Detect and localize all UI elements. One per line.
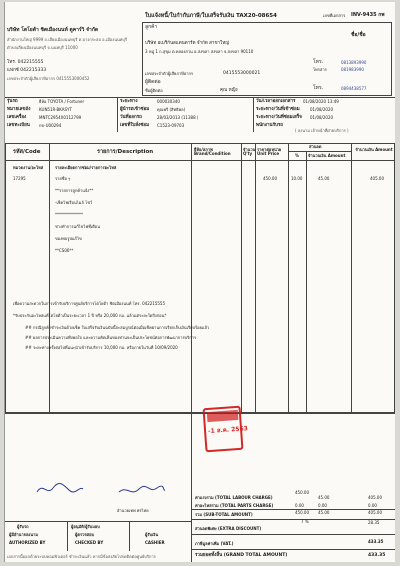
mileage-value: 000030340 [157, 99, 180, 104]
sig-name: อำนวยเทพ ศรไทย [117, 508, 149, 513]
out-date-label: ระยะทาง/วันที่เข้าซ่อม [256, 107, 300, 112]
engine-label: เลขเครื่อง [7, 115, 27, 120]
customer-tax-label: เลขประจำตัวผู้เสียภาษีอากร [145, 71, 194, 76]
customer-fax-label: โทรสาร [313, 67, 327, 72]
col-code: รหัส/Code [13, 149, 41, 155]
row-code: หมวดงาน/อะไหล่ [13, 165, 44, 170]
divider [191, 549, 395, 550]
vat-total-value: 433.35 [368, 539, 384, 544]
divider [191, 509, 395, 510]
divider [351, 143, 352, 413]
divider [5, 97, 395, 98]
col-discount-head: ส่วนลด [309, 144, 322, 149]
date-value: 28/03/2013 (11388 ) [157, 115, 199, 120]
customer-address: 3 หมู่ 1 ถ.สุขุม ต.คลองสวน อ.สงขลา สงขลา จ.สงขลา 90110 [145, 49, 254, 54]
row-amount: 405.00 [370, 176, 384, 181]
divider [191, 143, 192, 413]
staff-value: ( ลงนาม เจ้าหน้าที่ฝ่ายบริการ ) [295, 128, 349, 133]
customer-tax-value: 0415553000021 [223, 71, 261, 76]
note-line-4: ## ผลการประเมินความพึงพอใจ และความคิดเห็นของท่านจะเป็นประโยชน์ต่อการพัฒนาการบริการ [25, 335, 197, 340]
row-desc: -เช็คไฟเรือนไมล์ โชว์ [55, 200, 93, 205]
grand-label: รวมยอดทั้งสิ้น (GRAND TOTAL AMOUNT) [195, 553, 288, 558]
customer-tel-value: 0813893990 [341, 60, 367, 65]
divider [117, 97, 118, 132]
row-desc: ของพบรูปแก้ไข [55, 236, 82, 241]
vat-label: ภาษีมูลค่าเพิ่ม (VAT.) [195, 541, 234, 546]
note-line-3: ## กรณีลูกค้าชำระเงินด้วยเช็ค ใบเสร็จรับเงินฉบับนี้จะสมบูรณ์ต่อเมื่อเช็คผ่านการเรียกเก็บเงินเรียบร้อยแล้ว [25, 325, 210, 330]
labor-gross: 450.00 [295, 490, 309, 495]
divider [5, 160, 395, 161]
row-desc: **CS06** [55, 248, 74, 253]
customer-contact-value: คุณ หญิง [220, 88, 238, 93]
engine-value: MNTC2954X0112799 [39, 115, 82, 120]
note-line-5: ## ระยะทางครั้งต่อไปที่แนะนำเข้ารับบริการ 10,000 กม. หรือภายในวันที่ 10/09/2020 [25, 345, 178, 350]
col-qty: จำนวน Q'ty [243, 147, 256, 156]
car-label: เลขที่ใบสั่งซ่อม [120, 123, 150, 128]
company-tel: โทร. 042215555 [7, 60, 44, 65]
note-line-1: เพื่อความสะดวกในการเข้ารับบริการศูนย์บริการโตโยต้า ชิตเมืองนนท์ โทร. 042215555 [13, 301, 166, 306]
divider [253, 97, 254, 132]
divider [5, 413, 395, 414]
date-label: วันที่ออกรถ [120, 115, 142, 120]
checker-sub: CHECKED BY [75, 540, 104, 545]
divider [288, 143, 289, 413]
stamp-date: -1 ส.ค. 2563 [207, 425, 249, 436]
subtotal-gross: 450.00 [295, 510, 309, 515]
subtotal-disc: 45.00 [318, 510, 330, 515]
chassis-value: KUN51R-BKASYT [39, 107, 72, 112]
receiver-sub: ผู้อนุมัติ/ผู้รับมอบ [71, 524, 100, 529]
row-desc: รายชื่อ ๆ [55, 176, 71, 181]
bottom-note: เอกสารนี้ออกด้วยระบบคอมพิวเตอร์ ชำระเงินแล้ว หากมีข้อสงสัยโปรดติดต่อศูนย์บริการ [7, 554, 156, 559]
labor-disc: 45.00 [318, 495, 330, 500]
cashier-label: ผู้รับเงิน [145, 532, 159, 537]
col-unit: ราคาต่อหน่วย Unit Price [257, 147, 282, 156]
customer-contact-label: ชื่อผู้ติดต่อ [145, 88, 163, 93]
row-disc-pct: 10.00 [291, 176, 303, 181]
vat-value-inline: 28.35 [368, 520, 380, 525]
customer-fax-value: 081983990 [341, 67, 364, 72]
company-branch: สำนักงานใหญ่ 9999 ถ.เลี่ยงเมืองนนทบุรี ต.บางกระสอ อ.เมืองนนทบุรี [7, 37, 127, 42]
next-label: ระยะทาง/วันที่ซ่อมเสร็จ [256, 115, 302, 120]
customer-company: บริษัท อเมริกันสแตนดาร์ด จำกัด สาขาใหญ่ [145, 41, 230, 46]
out-date-value: 01/08/2020 [310, 107, 334, 112]
col-brand: ยี่ห้อ/สภาพ Brand/Condition [194, 147, 231, 156]
divider [241, 143, 242, 413]
divider [67, 521, 68, 551]
customer-tel-label: โทร. [313, 59, 324, 65]
mileage-label: ระยะทาง [120, 99, 138, 104]
parts-disc: 0.00 [318, 503, 327, 508]
row-desc: ช่างทำการแก้ไขไฟที่เตือน [55, 224, 100, 229]
divider [191, 534, 395, 535]
divider [306, 151, 307, 413]
labor-label: ค่าแรงรวม (TOTAL LABOUR CHARGE) [195, 495, 273, 500]
divider [191, 413, 192, 562]
labor-net: 405.00 [368, 495, 382, 500]
authorized-label: ผู้มีอำนาจลงนาม [9, 532, 38, 537]
invoice-page [4, 2, 395, 562]
vat-rate: 7 % [301, 519, 309, 524]
parts-net: 0.00 [368, 503, 377, 508]
doc-no-value: INV-9435 กพ [351, 12, 385, 18]
company-tax-id: เลขประจำตัวผู้เสียภาษีอากร 0415553000452 [7, 76, 90, 81]
stamp-header-bar [207, 410, 239, 422]
divider [49, 143, 50, 413]
row-disc-amount: 45.00 [318, 176, 330, 181]
items-table [5, 143, 395, 413]
note-line-2: *รับประกันอะไหล่แท้โตโยต้าเป็นระยะเวลา 1 ปี หรือ 20,000 กม. แล้วแต่ระยะใดถึงก่อน* [13, 313, 167, 318]
in-date-value: 01/08/2020 13:49 [303, 99, 339, 104]
model-label: รุ่นรถ [7, 99, 18, 104]
checker-label: ผู้ตรวจสอบ [75, 532, 95, 537]
signature-receiver [35, 480, 85, 498]
subtotal-label: รวม (SUB-TOTAL AMOUNT) [195, 512, 253, 517]
signature-authorized [117, 482, 167, 500]
row-unit-price: 450.00 [263, 176, 277, 181]
divider [288, 151, 351, 152]
divider [255, 143, 256, 413]
row-code: 17295 [13, 176, 26, 181]
divider [191, 519, 395, 520]
doc-no-label: เลขที่เอกสาร [323, 13, 346, 18]
grand-value: 433.35 [368, 553, 386, 558]
plate-label: เลขทะเบียน [7, 123, 30, 128]
customer-name-label: ชื่อ/ชื่อ [351, 32, 366, 38]
customer-phone-value: 0894438577 [341, 86, 367, 91]
subtotal-net: 405.00 [368, 510, 382, 515]
company-address: ตำบลเลี่ยงเมืองนนทบุรี จ.นนทบุรี 11000 [7, 45, 78, 50]
company-name: บริษัท โตโยต้า ชิตเมืองนนท์ ดูคาร์วิ จำกัด [7, 27, 99, 33]
parts-gross: 0.00 [295, 503, 304, 508]
row-desc: **รายการลูกค้าแจ้ง** [55, 188, 94, 193]
receiver-label: ผู้รับรถ [17, 524, 29, 529]
customer-phone-label: โทร. [313, 85, 324, 91]
row-desc: รายละเอียดการซ่อม/รายการอะไหล่ [55, 165, 117, 170]
row-desc: ************** [55, 212, 83, 217]
col-disc-amt: จำนวนเงิน Amount [308, 153, 346, 158]
customer-label: ลูกค้า [145, 24, 158, 30]
owner-value: คุณพรี (สิทธิพล) [157, 107, 186, 112]
next-value: 01/08/2020 [310, 115, 334, 120]
divider [5, 521, 191, 522]
car-value: C1523-09703 [157, 123, 185, 128]
chassis-label: หมายเลขถัง [7, 107, 31, 112]
doc-title: ใบแจ้งหนี้/ใบกำกับภาษี/ใบเสร็จรับเงิน TAX20-08654 [145, 13, 277, 19]
staff-label: พนักงานรับรถ [256, 123, 283, 128]
col-desc: รายการ/Description [97, 149, 154, 155]
customer-branch-label: ผู้ติดต่อ [145, 79, 161, 85]
authorized-sub: AUTHORIZED BY [9, 540, 46, 545]
cashier-sub: CASHIER [145, 540, 165, 545]
owner-label: ผู้นำรถเข้าซ่อม [120, 107, 150, 112]
company-fax: แฟกซ์ 042215333 [7, 68, 47, 73]
in-date-label: วัน/เวลาออกเอกสาร [256, 99, 296, 104]
model-value: ยี่ห้อ TOYOTA / Fortuner [39, 99, 85, 104]
divider [129, 521, 130, 551]
col-amount: จำนวนเงิน Amount [355, 147, 393, 152]
extra-label: ส่วนลดพิเศษ (EXTRA DISCOUNT) [195, 526, 262, 531]
parts-label: ค่าอะไหล่รวม (TOTAL PARTS CHARGE) [195, 503, 274, 508]
col-disc-pct: % [295, 153, 300, 158]
plate-value: กข-U00294 [39, 123, 62, 128]
